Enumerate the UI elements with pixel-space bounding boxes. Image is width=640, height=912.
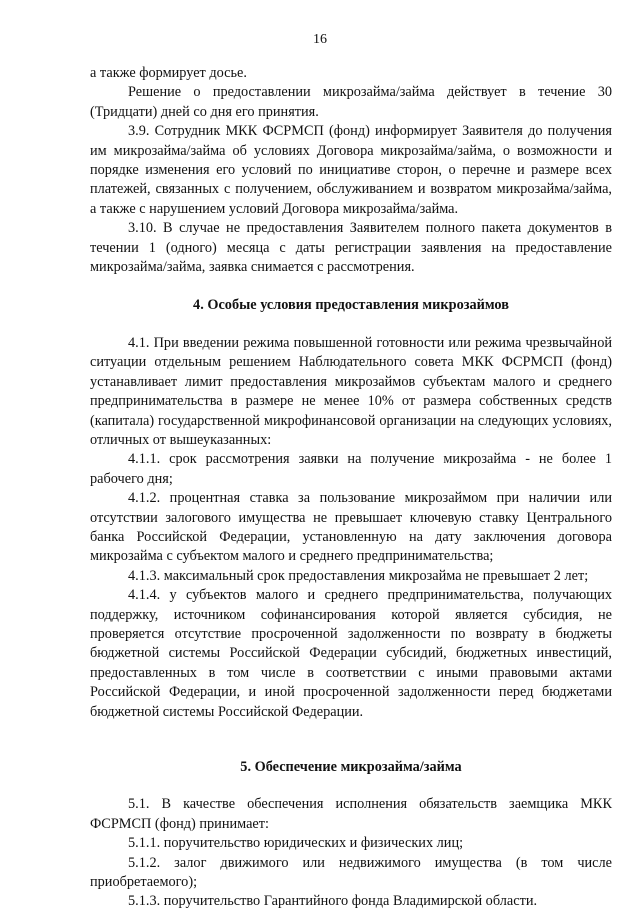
paragraph-4-1-3: 4.1.3. максимальный срок предоставления микрозайма не превышает 2 лет; (128, 567, 589, 584)
paragraph-4-1-4: 4.1.4. у субъектов малого и среднего предпринимательства, получающих поддержку, источником софинансирования которой является субсидия, не проверяется отсутствие просроченной задолженности по возврату в бюджеты бюджетной системы Российской Федерации субсидий, бюджетных инвестиций, предоставленных в том числе в соответствии с иными правовыми актами Российской Федерации, и иной просроченной задолженности перед бюджетами бюджетной системы Российской Федерации. (90, 587, 612, 720)
page-number: 16 (313, 32, 327, 47)
paragraph-3-9: 3.9. Сотрудник МКК ФСРМСП (фонд) информирует Заявителя до получения им микрозайма/займа об условиях Договора микрозайма/займа, о возможности и порядке изменения его условий по инициативе сторон, о перечне и размере всех платежей, связанных с получением, обслуживанием и возвратом микрозайма/займа, а также с нарушением условий Договора микрозайма/займа. (90, 123, 612, 217)
paragraph-5-1-1: 5.1.1. поручительство юридических и физических лиц; (128, 835, 464, 852)
section-4-heading: 4. Особые условия предоставления микрозаймов (193, 297, 509, 314)
paragraph-intro-dossier: а также формирует досье. (90, 65, 247, 81)
section-5-heading: 5. Обеспечение микрозайма/займа (240, 759, 462, 775)
paragraph-5-1-2: 5.1.2. залог движимого или недвижимого имущества (в том числе приобретаемого); (90, 854, 612, 891)
paragraph-4-1: 4.1. При введении режима повышенной готовности или режима чрезвычайной ситуации отдельным решением Наблюдательного совета МКК ФСРМСП (фонд) устанавливает лимит предоставления микрозаймов субъектам малого и среднего предпринимательства в размере не менее 10% от размера собственных средств (капитала) государственной микрофинансовой организации на следующих условиях, отличных от вышеуказанных: (90, 334, 612, 448)
paragraph-5-1: 5.1. В качестве обеспечения исполнения обязательств заемщика МКК ФСРМСП (фонд) принимает: (90, 796, 612, 832)
paragraph-4-1-1: 4.1.1. срок рассмотрения заявки на получение микрозайма - не более 1 рабочего дня; (90, 451, 612, 487)
paragraph-decision-validity: Решение о предоставлении микрозайма/займа действует в течение 30 (Тридцати) дней со дня его принятия. (90, 84, 612, 120)
paragraph-5-1-3: 5.1.3. поручительство Гарантийного фонда Владимирской области. (128, 893, 538, 910)
page-content (90, 64, 612, 912)
paragraph-4-1-2: 4.1.2. процентная ставка за пользование микрозаймом при наличии или отсутствии залогового имущества не превышает ключевую ставку Центрального банка Российской Федерации, установленную на дату заключения договора микрозайма с субъектом малого и среднего предпринимательства; (90, 490, 612, 565)
paragraph-3-10: 3.10. В случае не предоставления Заявителем полного пакета документов в течении 1 (одного) месяца с даты регистрации заявления на предоставление микрозайма/займа, заявка снимается с рассмотрения. (90, 220, 612, 276)
